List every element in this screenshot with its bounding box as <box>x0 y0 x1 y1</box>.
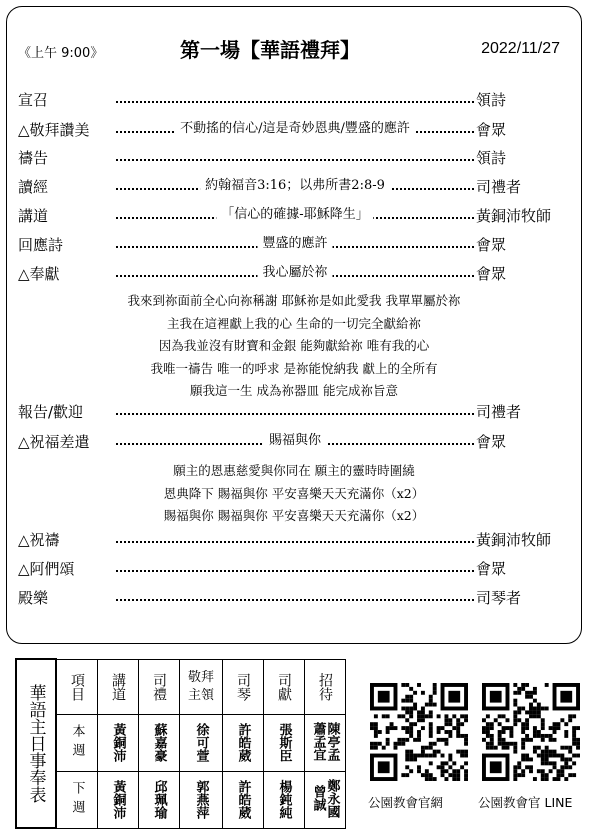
order-item-leader: 會眾 <box>476 120 507 139</box>
schedule-name-cell <box>223 771 264 828</box>
header-text: 項目 <box>69 672 85 701</box>
order-item-leader: 會眾 <box>476 264 507 283</box>
schedule-title <box>16 659 56 828</box>
order-item-detail: 賜福與你 <box>264 430 326 452</box>
lyric-line: 我來到祢面前全心向祢稱謝 耶穌祢是如此愛我 我單單屬於祢 <box>127 293 461 308</box>
schedule-name-cell <box>139 714 180 771</box>
order-row <box>18 528 572 550</box>
order-item-leader: 司禮者 <box>476 177 522 196</box>
dot-leader <box>116 146 474 168</box>
schedule-name: 許皓葳 <box>235 723 251 762</box>
header-text: 招待 <box>317 672 333 701</box>
order-item-leader: 會眾 <box>476 432 507 451</box>
line-qr-code[interactable] <box>482 683 580 781</box>
dotted-line <box>116 101 474 103</box>
schedule-name: 黃銅沛 <box>110 780 126 819</box>
order-item-leader: 領詩 <box>476 90 507 109</box>
order-item-name: 殿樂 <box>18 588 49 607</box>
dot-leader <box>116 175 474 197</box>
dotted-line <box>116 541 474 543</box>
schedule-name: 蕭孟宜 <box>310 721 326 761</box>
lyric-line: 因為我並沒有財寶和金銀 能夠獻給祢 唯有我的心 <box>158 338 430 353</box>
order-item-name: 宣召 <box>18 90 49 109</box>
schedule-name-cell <box>305 714 346 771</box>
blessing-lyrics <box>0 460 588 528</box>
line-qr-label: 公園教會官 LINE <box>478 795 573 810</box>
order-row <box>18 233 572 255</box>
order-item-name: 報告/歡迎 <box>18 402 84 421</box>
page-title: 第一場【華語禮拜】 <box>180 38 360 62</box>
offering-lyrics <box>0 290 588 403</box>
lyric-line: 我唯一禱告 唯一的呼求 是祢能悅納我 獻上的全所有 <box>150 360 438 376</box>
order-item-name: 讀經 <box>18 177 49 196</box>
order-item-name: △敬拜讚美 <box>18 120 90 139</box>
service-time: 《上午 9:00》 <box>18 46 104 61</box>
order-item-name: △阿們頌 <box>18 559 75 578</box>
lyric-line: 賜福與你 賜福與你 平安喜樂天天充滿你（x2） <box>163 508 425 523</box>
dot-leader <box>116 233 474 255</box>
dot-leader <box>116 262 474 284</box>
week-label <box>56 771 98 828</box>
schedule-name-cell <box>223 714 264 771</box>
service-date: 2022/11/27 <box>481 40 560 57</box>
header-text: 講道 <box>110 672 126 701</box>
order-item-detail: 豐盛的應許 <box>257 233 332 255</box>
week-label-text: 下週 <box>69 780 85 819</box>
dotted-line <box>116 413 474 415</box>
header-ushers <box>305 659 346 714</box>
header-worship-leader <box>180 659 223 714</box>
order-item-leader: 黃銅沛牧師 <box>476 530 552 549</box>
schedule-name: 郭燕萍 <box>193 780 209 819</box>
header-pianist <box>223 659 264 714</box>
order-item-leader: 黃銅沛牧師 <box>476 206 552 225</box>
website-qr-code[interactable] <box>370 683 468 781</box>
schedule-name-cell <box>98 714 139 771</box>
schedule-name: 楊鈍純 <box>276 780 292 819</box>
order-item-leader: 司禮者 <box>476 402 522 421</box>
dotted-line <box>116 599 474 601</box>
header-text: 司琴 <box>235 672 251 701</box>
schedule-name: 張斯臣 <box>276 723 292 762</box>
dot-leader <box>116 204 474 226</box>
service-schedule-table <box>15 658 346 829</box>
schedule-name-cell <box>305 771 346 828</box>
schedule-name: 鄭永國 <box>324 778 340 818</box>
order-item-leader: 會眾 <box>476 235 507 254</box>
order-row <box>18 557 572 579</box>
week-label <box>56 714 98 771</box>
dotted-line <box>116 570 474 572</box>
header-text-part: 敬拜 <box>187 669 214 685</box>
order-row <box>18 430 572 452</box>
schedule-name-cell <box>139 771 180 828</box>
schedule-title-text: 華語主日事奉表 <box>25 684 46 803</box>
website-qr-label: 公園教會官網 <box>368 795 444 810</box>
order-item-leader: 會眾 <box>476 559 507 578</box>
dot-leader <box>116 528 474 550</box>
schedule-name-cell <box>180 771 223 828</box>
order-item-name: 回應詩 <box>18 235 64 254</box>
order-row <box>18 88 572 110</box>
schedule-name-cell <box>180 714 223 771</box>
dot-leader <box>116 400 474 422</box>
lyric-line: 願我這一生 成為祢器皿 能完成祢旨意 <box>190 383 398 398</box>
order-item-name: △祝禱 <box>18 530 60 549</box>
dot-leader <box>116 430 474 452</box>
order-row <box>18 175 572 197</box>
header-item <box>56 659 98 714</box>
schedule-name: 徐可萱 <box>193 723 209 762</box>
schedule-name: 曾誠 <box>310 785 326 811</box>
order-item-detail: 我心屬於祢 <box>257 262 332 284</box>
schedule-name: 陳亭孟 <box>324 721 340 761</box>
order-item-name: 講道 <box>18 206 49 225</box>
header-text: 司禮 <box>151 672 167 701</box>
dotted-line <box>116 159 474 161</box>
schedule-name-cell <box>98 771 139 828</box>
schedule-name-cell <box>264 714 305 771</box>
order-row <box>18 586 572 608</box>
header-liturgist <box>139 659 180 714</box>
order-item-name: △祝福差遣 <box>18 432 90 451</box>
week-label-text: 本週 <box>69 723 85 762</box>
header-sermon <box>98 659 139 714</box>
order-row <box>18 400 572 422</box>
header-text <box>180 669 222 705</box>
lyric-line: 願主的恩惠慈愛與你同在 願主的靈時時圍繞 <box>173 463 415 478</box>
order-item-leader: 領詩 <box>476 148 507 167</box>
schedule-name: 許皓葳 <box>235 780 251 819</box>
schedule-name: 蘇嘉豪 <box>151 723 167 762</box>
dot-leader <box>116 586 474 608</box>
order-item-detail: 「信心的確據-耶穌降生」 <box>216 204 373 226</box>
order-row <box>18 146 572 168</box>
dot-leader <box>116 557 474 579</box>
schedule-name: 黃銅沛 <box>110 723 126 762</box>
order-item-name: △奉獻 <box>18 264 60 283</box>
order-item-detail: 約翰福音3:16；以弗所書2:8-9 <box>200 175 390 197</box>
lyric-line: 恩典降下 賜福與你 平安喜樂天天充滿你（x2） <box>163 485 425 501</box>
order-row <box>18 118 572 140</box>
schedule-name: 邱珮瑜 <box>151 780 167 819</box>
order-item-name: 禱告 <box>18 148 49 167</box>
header-text: 司獻 <box>276 672 292 701</box>
dot-leader <box>116 88 474 110</box>
order-item-detail: 不動搖的信心/這是奇妙恩典/豐盛的應許 <box>175 118 415 140</box>
order-row <box>18 204 572 226</box>
schedule-name-cell <box>264 771 305 828</box>
header-text-part: 主領 <box>187 687 214 703</box>
lyric-line: 主我在這裡獻上我的心 生命的一切完全獻給祢 <box>167 315 421 331</box>
dot-leader <box>116 118 474 140</box>
order-item-leader: 司琴者 <box>476 588 522 607</box>
order-row <box>18 262 572 284</box>
header-offering <box>264 659 305 714</box>
